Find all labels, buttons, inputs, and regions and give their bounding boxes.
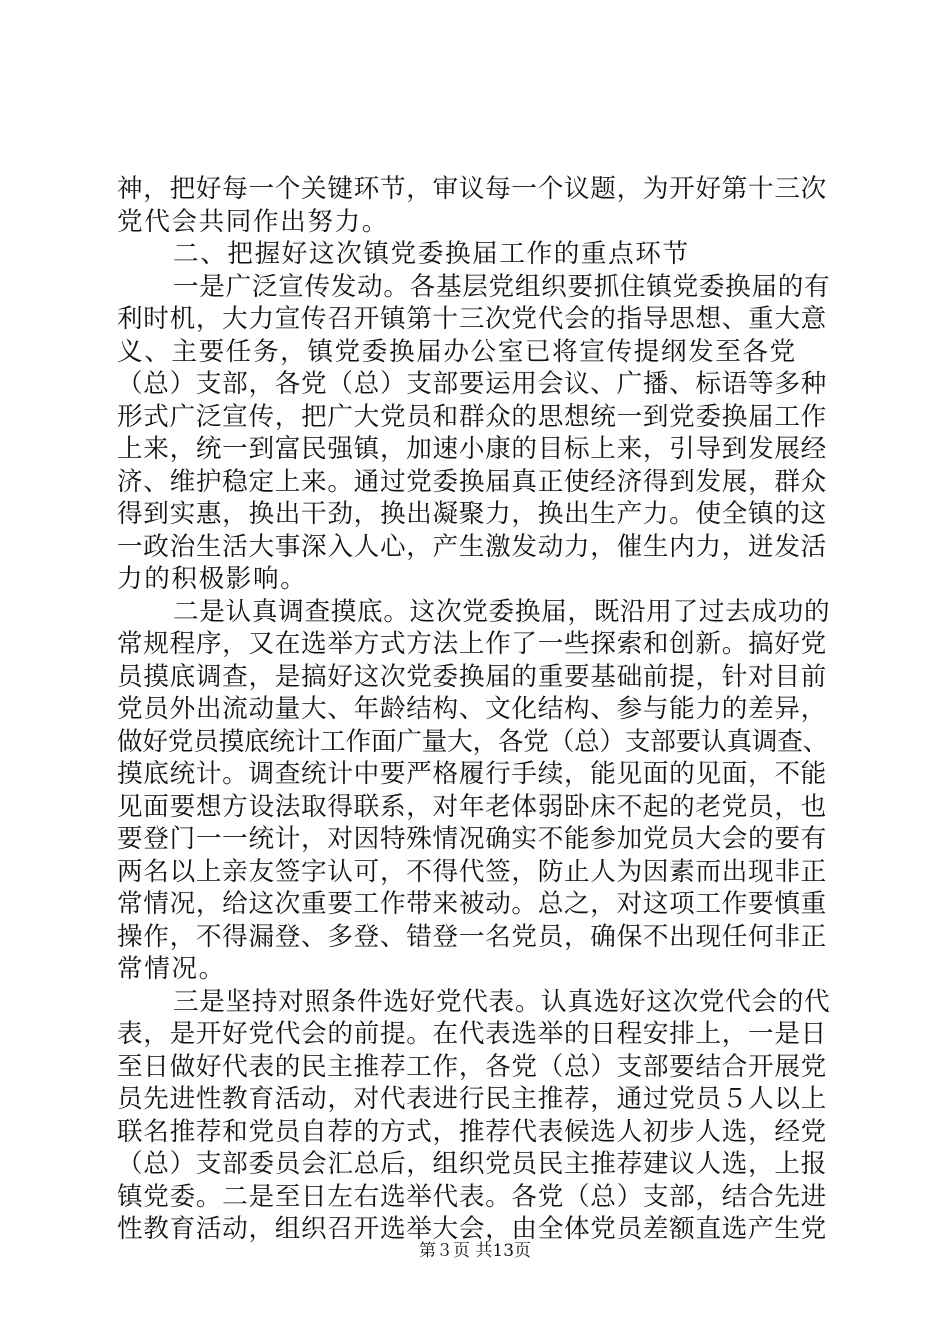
text-line: 济、维护稳定上来。通过党委换届真正使经济得到发展，群众 (117, 466, 827, 497)
text-line: 党员外出流动量大、年龄结构、文化结构、参与能力的差异， (117, 694, 827, 724)
text-line: 操作，不得漏登、多登、错登一名党员，确保不出现任何非正 (117, 921, 827, 952)
text-line: 党代会共同作出努力。 (117, 206, 389, 237)
text-line: 联名推荐和党员自荐的方式，推荐代表候选人初步人选，经党 (117, 1116, 827, 1147)
text-line: 神，把好每一个关键环节，审议每一个议题，为开好第十三次 (117, 174, 827, 204)
text-line: 形式广泛宣传，把广大党员和群众的思想统一到党委换届工作 (117, 401, 827, 432)
text-line: 一政治生活大事深入人心，产生激发动力，催生内力，迸发活 (117, 531, 827, 562)
text-line: 摸底统计。调查统计中要严格履行手续，能见面的见面，不能 (117, 759, 827, 789)
text-line: 表，是开好党代会的前提。在代表选举的日程安排上，一是日 (117, 1019, 827, 1049)
text-line: 一是广泛宣传发动。各基层党组织要抓住镇党委换届的有 (173, 271, 831, 302)
text-line: 常规程序，又在选举方式方法上作了一些探索和创新。搞好党 (117, 629, 827, 659)
text-line: 利时机，大力宣传召开镇第十三次党代会的指导思想、重大意 (117, 304, 827, 334)
text-line: 两名以上亲友签字认可，不得代签，防止人为因素而出现非正 (117, 856, 827, 887)
text-line: 三是坚持对照条件选好党代表。认真选好这次党代会的代 (173, 986, 831, 1017)
text-line: （总）支部，各党（总）支部要运用会议、广播、标语等多种 (117, 369, 827, 399)
text-line: 上来，统一到富民强镇，加速小康的目标上来，引导到发展经 (117, 434, 827, 464)
text-line: 员摸底调查，是搞好这次党委换届的重要基础前提，针对目前 (117, 661, 827, 692)
text-line: 员先进性教育活动，对代表进行民主推荐，通过党员５人以上 (117, 1084, 827, 1114)
text-line: 性教育活动，组织召开选举大会，由全体党员差额直选产生党 (117, 1214, 827, 1244)
text-line: （总）支部委员会汇总后，组织党员民主推荐建议人选，上报 (117, 1149, 827, 1179)
text-line: 力的积极影响。 (117, 564, 308, 594)
text-line: 至日做好代表的民主推荐工作，各党（总）支部要结合开展党 (117, 1051, 827, 1082)
text-line: 常情况，给这次重要工作带来被动。总之，对这项工作要慎重 (117, 889, 827, 919)
text-line: 镇党委。二是至日左右选举代表。各党（总）支部，结合先进 (117, 1181, 827, 1212)
text-line: 要登门一一统计，对因特殊情况确实不能参加党员大会的要有 (117, 824, 827, 854)
text-line: 得到实惠，换出干劲，换出凝聚力，换出生产力。使全镇的这 (117, 499, 827, 529)
page-number-footer: 第３页 共13页 (418, 1241, 532, 1261)
text-line: 二、把握好这次镇党委换届工作的重点环节 (173, 239, 690, 269)
text-line: 二是认真调查摸底。这次党委换届，既沿用了过去成功的 (173, 596, 831, 627)
document-body (117, 173, 832, 1246)
text-line: 做好党员摸底统计工作面广量大，各党（总）支部要认真调查、 (117, 726, 829, 757)
text-line: 见面要想方设法取得联系，对年老体弱卧床不起的老党员，也 (117, 791, 827, 822)
text-line: 常情况。 (117, 954, 226, 984)
text-line: 义、主要任务，镇党委换届办公室已将宣传提纲发至各党 (117, 336, 797, 367)
